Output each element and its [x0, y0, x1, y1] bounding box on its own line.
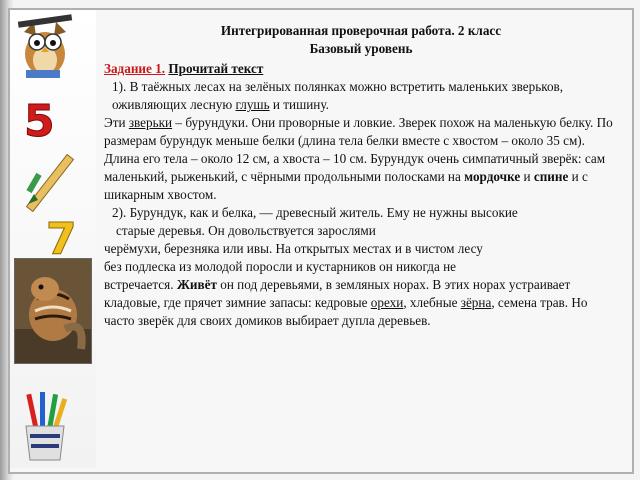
bold-word-spine: спине: [533, 169, 569, 184]
task-instruction: Прочитай текст: [168, 61, 264, 76]
bold-word-zhivet: Живёт: [176, 277, 217, 292]
text-segment: и: [520, 169, 534, 184]
paragraph-two-line4: без подлеска из молодой поросли и кустарников он никогда не: [104, 259, 457, 274]
task-heading: [104, 60, 618, 78]
paragraph-one: [104, 78, 618, 114]
paragraph-two-rest: [104, 276, 618, 330]
chipmunk-photo: [14, 258, 92, 364]
text-segment: Эти: [104, 115, 129, 130]
underlined-word-orehi: орехи: [370, 295, 404, 310]
page-title: Интегрированная проверочная работа. 2 класс: [220, 23, 502, 38]
text-segment: , хлебные: [403, 295, 461, 310]
paragraph-two-line2: старые деревья. Он довольствуется зарослями: [116, 223, 376, 238]
paragraph-one-continued: [104, 114, 618, 204]
underlined-word-zverki: зверьки: [128, 115, 173, 130]
digit-five-icon: [20, 96, 60, 140]
pencil-cup-icon: [16, 392, 74, 462]
underlined-word-glush: глушь: [235, 97, 270, 112]
paragraph-two-line1: 2). Бурундук, как и белка, — древесный житель. Ему не нужны высокие: [112, 205, 518, 220]
text-segment: и тишину.: [269, 97, 329, 112]
text-segment: встречается.: [104, 277, 177, 292]
pencil-ruler-icon: [22, 154, 78, 212]
text-segment: 1). В таёжных лесах на зелёных полянках можно встретить маленьких зверьков, оживляющих лесную: [112, 79, 564, 112]
text-segment: – бурундуки. Они проворные и ловкие. Зверек похож на маленькую белку. По размерам бурундук меньше белки (длина тела белки вместе с хвостом – около 35 см). Длина его тела – около 12 см, а хвоста – 10 см. Бурундук очень симпатичный зверёк: сам маленький, рыженький, с чёрными продольными полосками на: [104, 115, 613, 184]
digit-seven-icon: [44, 214, 80, 258]
underlined-word-zerna: зёрна: [460, 295, 492, 310]
text-segment: и с шикарным хвостом.: [104, 169, 588, 202]
bold-word-mordochke: мордочке: [464, 169, 521, 184]
text-segment: он под деревьями, в земляных норах. В этих норах устраивает кладовые, где прячет зимние запасы: кедровые: [104, 277, 571, 310]
text-segment: , семена трав. Но часто зверёк для своих домиков выбирает дупла деревьев.: [104, 295, 588, 328]
document-body: [104, 20, 618, 330]
paragraph-two-line3: черёмухи, березняка или ивы. На открытых местах и в чистом лесу: [104, 241, 483, 256]
owl-teacher-icon: [14, 14, 76, 80]
svg-text:5: 5: [24, 96, 55, 140]
svg-text:7: 7: [46, 214, 77, 258]
page-subtitle: Базовый уровень: [309, 41, 413, 56]
task-label: Задание 1.: [104, 61, 166, 76]
